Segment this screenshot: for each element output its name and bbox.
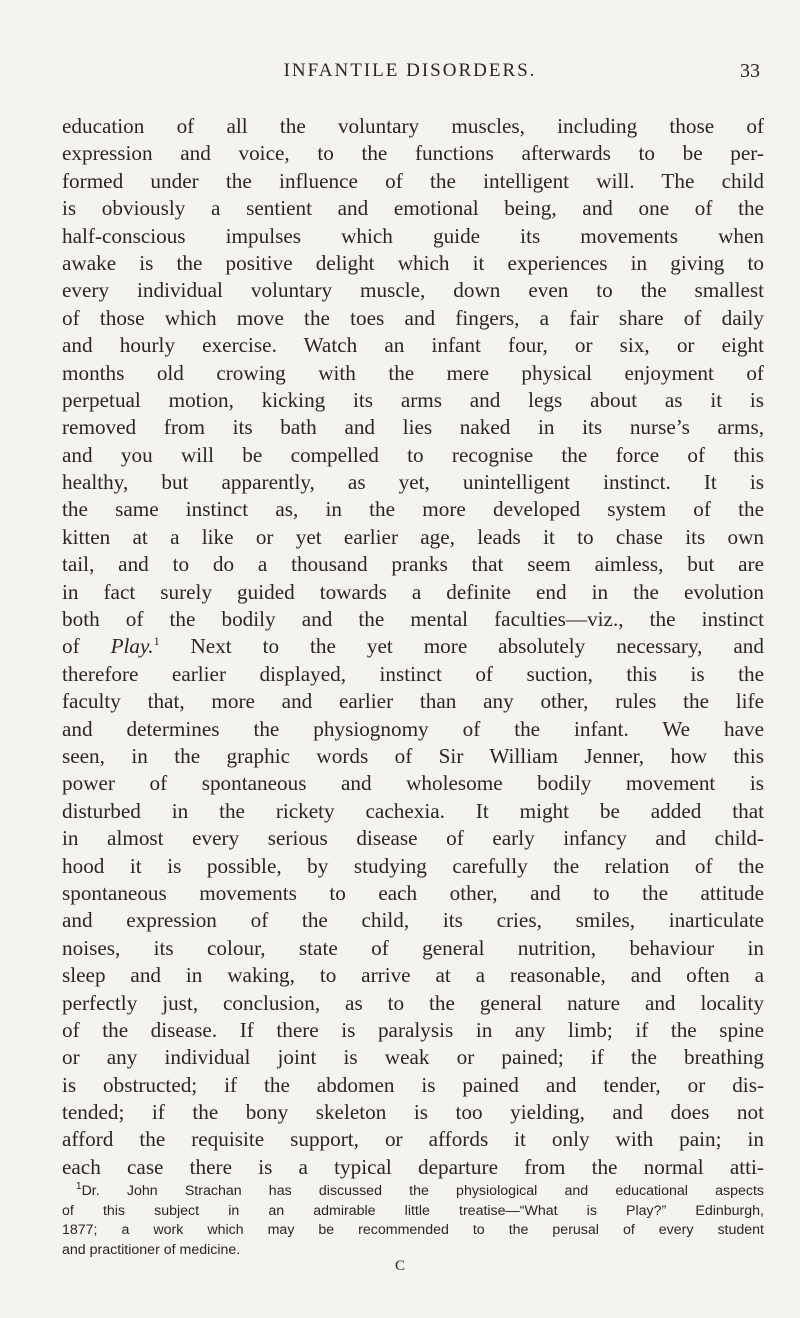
text-line: tended; if the bony skeleton is too yielding, and does not [62,1100,764,1125]
text-line: is obstructed; if the abdomen is pained and tender, or dis- [62,1072,764,1097]
text-line: kitten at a like or yet earlier age, leads it to chase its own [62,524,764,549]
text-run: Next to the yet more absolutely necessary, and [159,634,764,659]
text-line: months old crowing with the mere physical enjoyment of [62,360,764,385]
text-run: of [62,634,111,659]
page-number: 33 [740,60,760,82]
text-line: in fact surely guided towards a definite end in the evolution [62,579,764,604]
text-line: is obviously a sentient and emotional being, and one of the [62,196,764,221]
text-line: hood it is possible, by studying carefully the relation of the [62,853,764,878]
text-line: expression and voice, to the functions afterwards to be per- [62,141,764,166]
text-line: therefore earlier displayed, instinct of suction, this is the [62,661,764,686]
text-line: half-conscious impulses which guide its movements when [62,223,764,248]
text-line: or any individual joint is weak or pained; if the breathing [62,1045,764,1070]
footnote-marker: 1 [76,1182,82,1192]
running-title: INFANTILE DISORDERS. [283,60,537,81]
text-line: tail, and to do a thousand pranks that seem aimless, but are [62,552,764,577]
text-line: formed under the influence of the intelligent will. The child [62,168,764,193]
text-line: both of the bodily and the mental faculties—viz., the instinct [62,607,764,632]
text-line: power of spontaneous and wholesome bodily movement is [62,771,764,796]
text-line: and you will be compelled to recognise the force of this [62,442,764,467]
text-line: disturbed in the rickety cachexia. It might be added that [62,798,764,823]
text-line: seen, in the graphic words of Sir William Jenner, how this [62,743,764,768]
text-line: every individual voluntary muscle, down even to the smallest [62,278,764,303]
footnote-line [62,1182,764,1202]
text-line: the same instinct as, in the more developed system of the [62,497,764,522]
text-line: healthy, but apparently, as yet, unintelligent instinct. It is [62,470,764,495]
text-line: education of all the voluntary muscles, including those of [62,114,764,138]
text-line: of the disease. If there is paralysis in any limb; if the spine [62,1017,764,1042]
text-line: of those which move the toes and fingers, a fair share of daily [62,305,764,330]
footnotes [62,1182,764,1260]
footnote-line: and practitioner of medicine. [62,1241,241,1258]
text-line: and determines the physiognomy of the infant. We have [62,716,764,741]
footnote-line: 1877; a work which may be recommended to the perusal of every student [62,1222,764,1238]
text-line: afford the requisite support, or affords it only with pain; in [62,1127,764,1152]
text-line: perpetual motion, kicking its arms and legs about as it is [62,387,764,412]
text-line: in almost every serious disease of early infancy and child- [62,826,764,851]
text-line: spontaneous movements to each other, and to the attitude [62,880,764,905]
text-line [62,633,764,660]
text-line: removed from its bath and lies naked in its nurse’s arms, [62,415,764,440]
text-line: perfectly just, conclusion, as to the general nature and locality [62,990,764,1015]
text-line: sleep and in waking, to arrive at a reasonable, and often a [62,963,764,988]
text-line: and expression of the child, its cries, smiles, inarticulate [62,908,764,933]
text-line: each case there is a typical departure from the normal atti- [62,1154,764,1179]
italic-term: Play. [110,634,154,659]
text-line: awake is the positive delight which it experiences in giving to [62,250,764,275]
signature-mark: C [394,1258,405,1274]
running-head [60,60,760,92]
body-text [62,113,764,1181]
text-line: noises, its colour, state of general nutrition, behaviour in [62,935,764,960]
text-line: faculty that, more and earlier than any other, rules the life [62,689,764,714]
footnote-line: of this subject in an admirable little treatise—“What is Play?” Edinburgh, [62,1202,764,1219]
footnote-text: Dr. John Strachan has discussed the physiological and educational aspects [81,1183,764,1199]
footnote-reference: 1 [153,634,160,649]
text-line: and hourly exercise. Watch an infant four, or six, or eight [62,333,764,358]
